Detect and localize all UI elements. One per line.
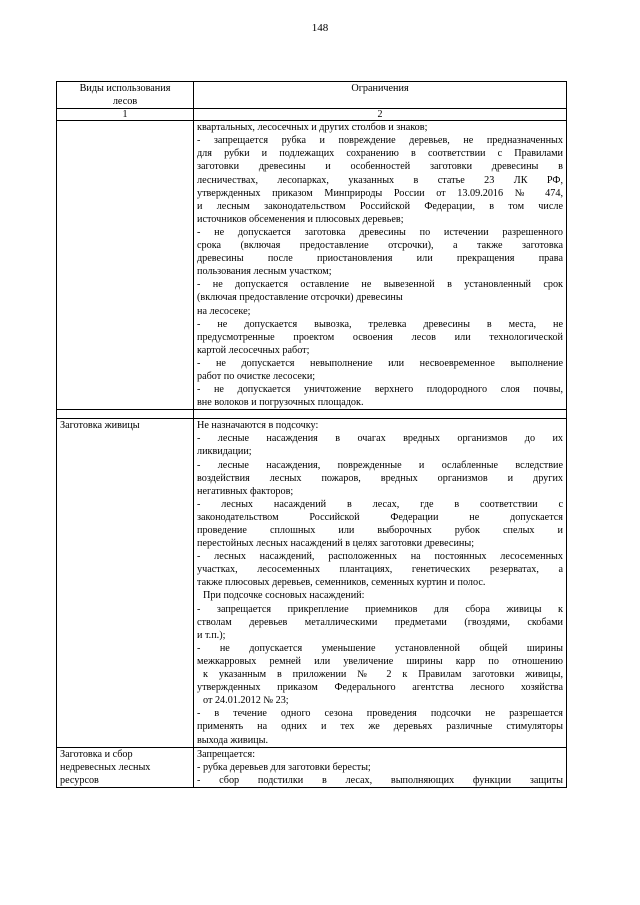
restriction-line: стволам деревьев металлическими предметами (гвоздями, скобами	[197, 616, 563, 628]
spacer-row	[57, 410, 567, 419]
restriction-line: также плюсовых деревьев, семенников, семенных куртин и полос.	[197, 577, 486, 589]
header-usage-types	[57, 82, 194, 109]
usage-type-line: Заготовка живицы	[60, 420, 140, 432]
restriction-line: пользования лесным участком;	[197, 266, 332, 278]
restriction-line: на лесосеке;	[197, 305, 251, 317]
spacer-cell	[57, 410, 194, 419]
restrictions-table	[56, 81, 567, 788]
restriction-line: квартальных, лесосечных и других столбов и знаков;	[197, 122, 428, 134]
header-usage-types-line: Виды использования	[79, 83, 171, 94]
restriction-line: При подсочке сосновых насаждений:	[203, 590, 365, 602]
restriction-line: - запрещается прикрепление приемников для сбора живицы к	[197, 603, 563, 615]
restriction-line: и т.п.);	[197, 629, 226, 641]
restrictions-cell	[194, 419, 567, 747]
restriction-line: - лесных насаждений, расположенных на постоянных лесосеменных	[197, 551, 563, 563]
restriction-line: - не допускается заготовка древесины по истечении разрешенного	[197, 226, 563, 238]
restriction-line: - не допускается невыполнение или несвоевременное выполнение	[197, 357, 563, 369]
table-header-row	[57, 82, 567, 109]
restriction-line: для рубки и подлежащих сохранению в соответствии с Правилами	[197, 148, 563, 160]
restriction-line: заготовки древесины и особенностей заготовки древесины в	[197, 161, 563, 173]
restriction-line: - не допускается уменьшение установленной общей ширины	[197, 642, 563, 654]
table-row	[57, 747, 567, 787]
restriction-line: источников обсеменения и плюсовых деревьев;	[197, 213, 404, 225]
restriction-line: ликвидации;	[197, 446, 252, 458]
restriction-line: и лесным законодательством Российской Федерации, в том числе	[197, 200, 563, 212]
spacer-cell	[194, 410, 567, 419]
restriction-line: - не допускается вывозка, трелевка древесины в места, не	[197, 318, 563, 330]
restriction-line: межкарровых ремней или увеличение ширины карр по отношению	[197, 655, 563, 667]
restriction-line: - в течение одного сезона проведения подсочки не разрешается	[197, 708, 563, 720]
restriction-line: выхода живицы.	[197, 734, 269, 746]
column-numbers-row	[57, 109, 567, 121]
table-row	[57, 419, 567, 747]
restriction-line: законодательством Российской Федерации не допускается	[197, 511, 563, 523]
restriction-line: - запрещается рубка и повреждение деревьев, не предназначенных	[197, 135, 563, 147]
restriction-line: - рубка деревьев для заготовки бересты;	[197, 761, 371, 773]
restriction-line: утвержденных приказом Минприроды России от 13.09.2016 № 474,	[197, 187, 563, 199]
column-number-2: 2	[194, 109, 567, 121]
restriction-line: перестойных лесных насаждений в целях заготовки древесины;	[197, 538, 475, 550]
restriction-line: работ по очистке лесосеки;	[197, 370, 316, 382]
restriction-line: картой лесосечных работ;	[197, 344, 310, 356]
restriction-line: негативных факторов;	[197, 485, 294, 497]
restrictions-cell	[194, 121, 567, 410]
usage-type-cell	[57, 419, 194, 747]
restriction-line: - лесные насаждения, поврежденные и ослабленные вследствие	[197, 459, 563, 471]
restriction-line: от 24.01.2012 № 23;	[203, 695, 289, 707]
restriction-line: Не назначаются в подсочку:	[197, 420, 319, 432]
header-restrictions: Ограничения	[194, 82, 567, 109]
restriction-line: древесины после приостановления или прекращения права	[197, 253, 563, 265]
restriction-line: утвержденных приказом Федерального агентства лесного хозяйства	[197, 682, 563, 694]
restriction-line: - сбор подстилки в лесах, выполняющих функции защиты	[197, 774, 563, 786]
restriction-line: к указанным в приложении № 2 к Правилам заготовки живицы,	[203, 669, 563, 681]
restriction-line: воздействия лесных пожаров, вредных организмов и других	[197, 472, 563, 484]
restriction-line: Запрещается:	[197, 748, 256, 760]
restriction-line: применять на одних и тех же деревьях различные стимуляторы	[197, 721, 563, 733]
restriction-line: - лесных насаждений в лесах, где в соответствии с	[197, 498, 563, 510]
restriction-line: (включая предоставление отсрочки) древесины	[197, 292, 403, 304]
restriction-line: - не допускается оставление не вывезенной в установленный срок	[197, 279, 563, 291]
restriction-line: участках, лесосеменных плантациях, генетических резерватах, а	[197, 564, 563, 576]
restriction-line: проведение сплошных или выборочных рубок спелых и	[197, 525, 563, 536]
page-number: 148	[311, 22, 329, 34]
restriction-line: вне волоков и погрузочных площадок.	[197, 397, 364, 409]
usage-type-line: недревесных лесных	[60, 761, 151, 773]
header-usage-types-line: лесов	[112, 96, 138, 108]
column-number-1: 1	[57, 109, 194, 121]
restriction-line: - не допускается уничтожение верхнего плодородного слоя почвы,	[197, 384, 563, 396]
usage-type-cell	[57, 747, 194, 787]
restriction-line: предусмотренные проектом освоения лесов или технологической	[197, 331, 563, 343]
restriction-line: лесничествах, лесопарках, указанных в статье 23 ЛК РФ,	[197, 174, 563, 186]
usage-type-line: ресурсов	[60, 774, 99, 786]
restriction-line: - лесные насаждения в очагах вредных организмов до их	[197, 433, 563, 445]
restriction-line: срока (включая предоставление отсрочки), а также заготовка	[197, 240, 563, 252]
usage-type-line: Заготовка и сбор	[60, 748, 133, 760]
usage-type-cell	[57, 121, 194, 410]
restrictions-cell	[194, 747, 567, 787]
table-row	[57, 121, 567, 410]
